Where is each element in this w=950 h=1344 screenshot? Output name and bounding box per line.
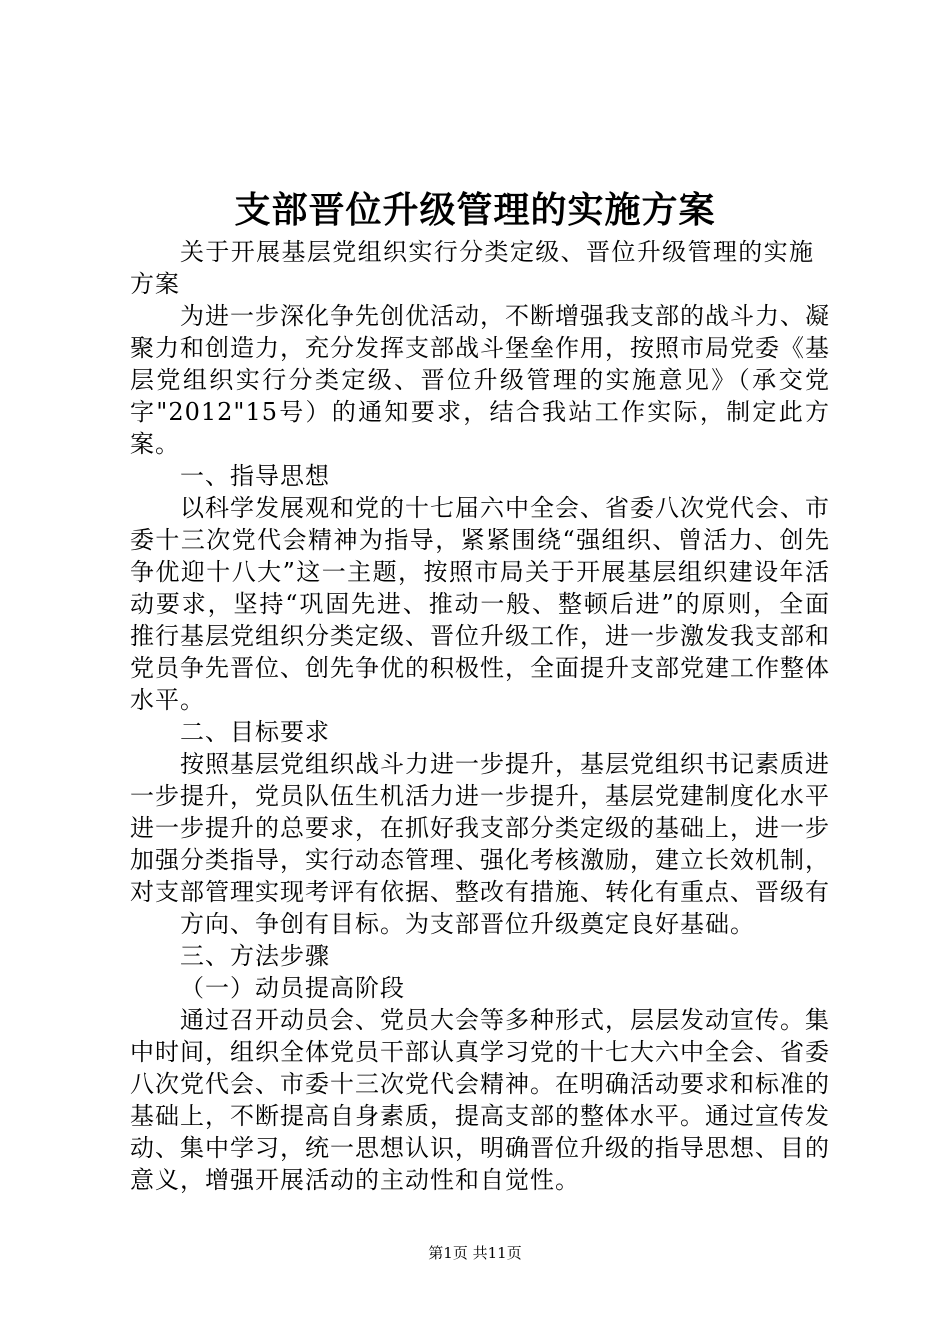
section-heading-goals: 二、目标要求 [180, 718, 330, 746]
mobilization-paragraph: 通过召开动员会、党员大会等多种形式，层层发动宣传。集中时间，组织全体党员干部认真学习党的十七大六中全会、省委八次党代会、市委十三次党代会精神。在明确活动要求和标准的基础上，不断提高自身素质，提高支部的整体水平。通过宣传发动、集中学习，统一思想认识，明确晋位升级的指导思想、目的意义，增强开展活动的主动性和自觉性。 [130, 1006, 830, 1194]
section-heading-method-steps: 三、方法步骤 [180, 942, 330, 970]
page-number-footer: 第1页 共11页 [428, 1244, 522, 1262]
section-heading-guiding-ideology: 一、指导思想 [180, 462, 330, 490]
goals-paragraph: 按照基层党组织战斗力进一步提升，基层党组织书记素质进一步提升，党员队伍生机活力进一步提升，基层党建制度化水平进一步提升的总要求，在抓好我支部分类定级的基础上，进一步加强分类指导，实行动态管理、强化考核激励，建立长效机制，对支部管理实现考评有依据、整改有措施、转化有重点、晋级有 [130, 750, 830, 906]
document-body [130, 236, 830, 1196]
goals-paragraph-continued: 方向、争创有目标。为支部晋位升级奠定良好基础。 [180, 910, 755, 938]
intro-paragraph: 为进一步深化争先创优活动，不断增强我支部的战斗力、凝聚力和创造力，充分发挥支部战斗堡垒作用，按照市局党委《基层党组织实行分类定级、晋位升级管理的实施意见》（承交党字"2012"15号）的通知要求，结合我站工作实际，制定此方案。 [130, 302, 830, 458]
document-subtitle: 关于开展基层党组织实行分类定级、晋位升级管理的实施方案 [130, 238, 814, 298]
document-title: 支部晋位升级管理的实施方案 [234, 189, 716, 231]
guiding-ideology-paragraph: 以科学发展观和党的十七届六中全会、省委八次党代会、市委十三次党代会精神为指导，紧紧围绕“强组织、曾活力、创先争优迎十八大”这一主题，按照市局关于开展基层组织建设年活动要求，坚持“巩固先进、推动一般、整顿后进”的原则，全面推行基层党组织分类定级、晋位升级工作，进一步激发我支部和党员争先晋位、创先争优的积极性，全面提升支部党建工作整体水平。 [130, 494, 830, 714]
subsection-heading-mobilization: （一）动员提高阶段 [180, 974, 405, 1002]
